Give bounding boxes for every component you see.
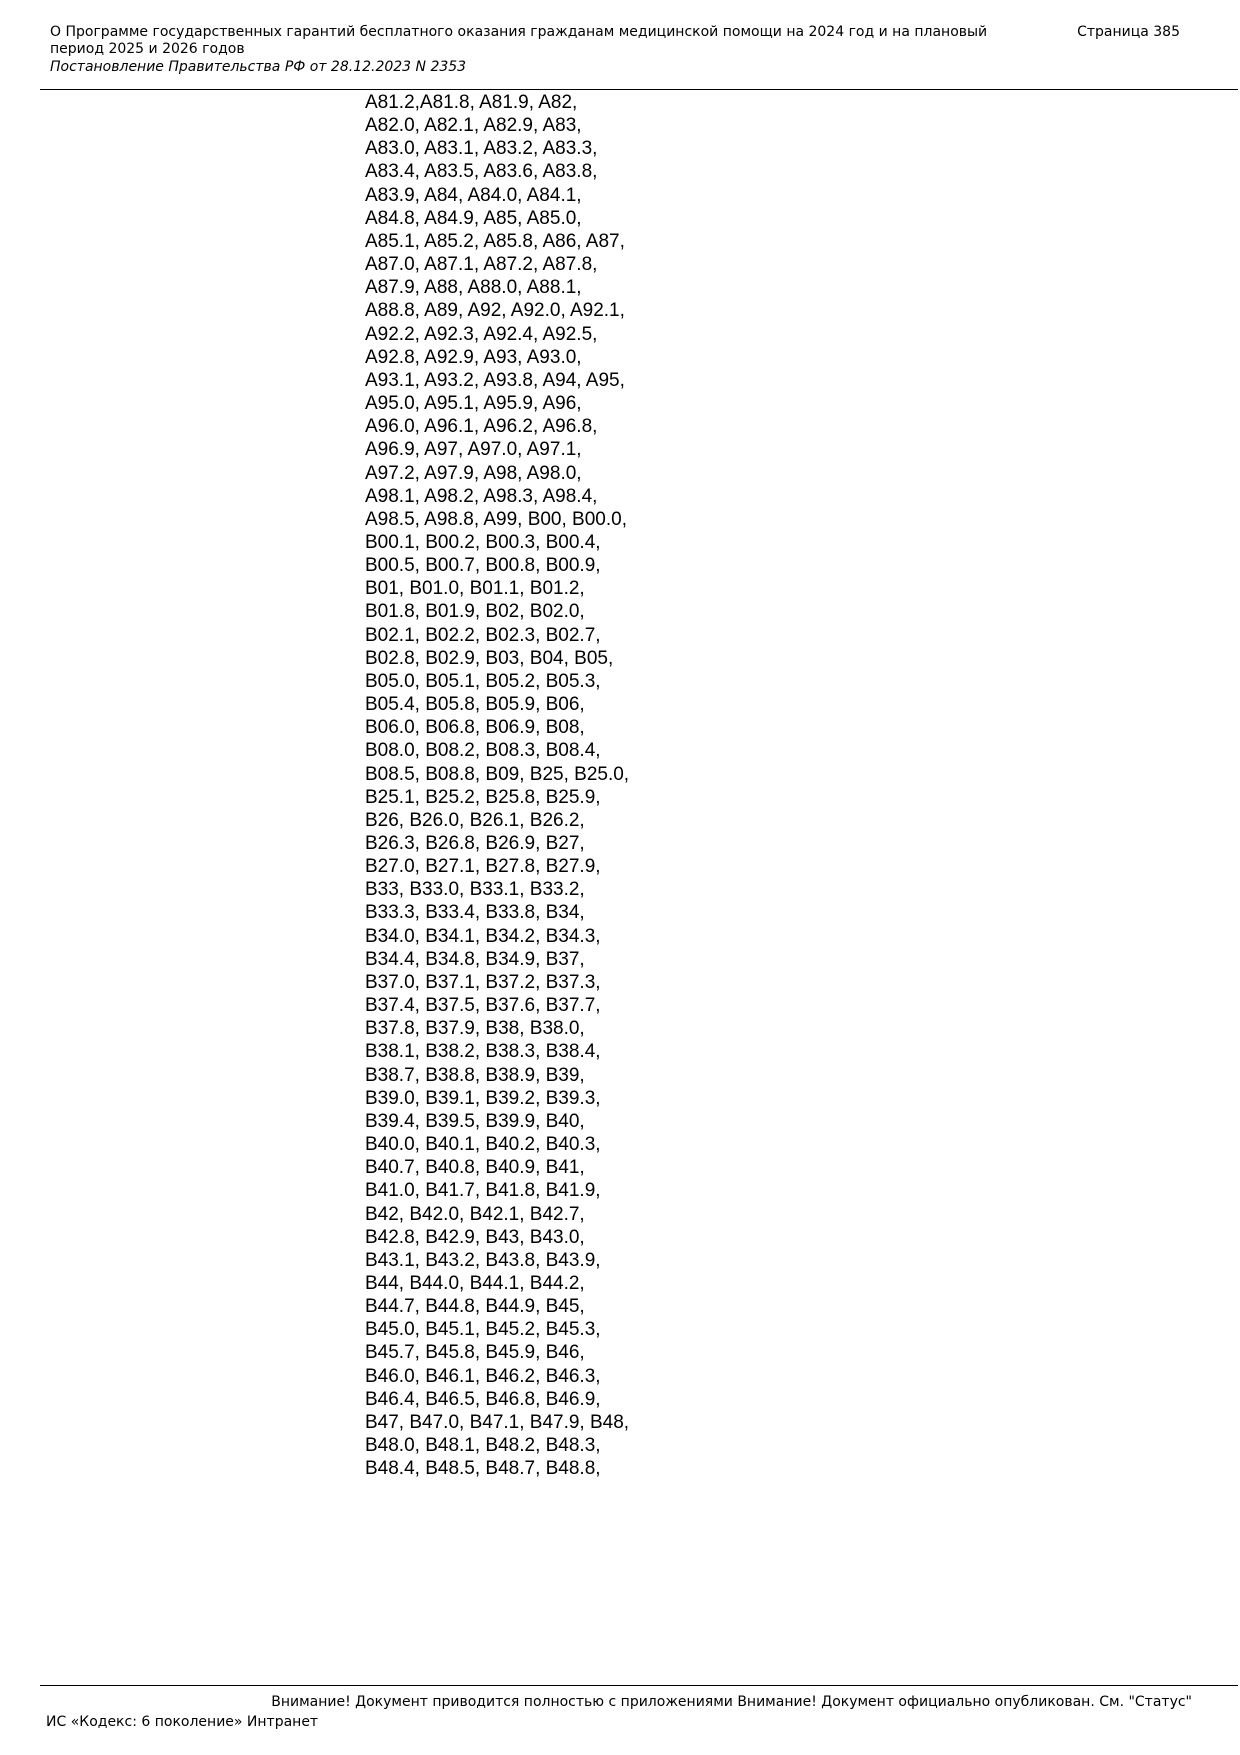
code-line: A84.8, A84.9, A85, A85.0,: [365, 207, 582, 229]
code-line: A81.2,A81.8, A81.9, A82,: [365, 92, 578, 113]
code-line: B39.0, B39.1, B39.2, B39.3,: [365, 1087, 601, 1109]
code-line: A88.8, A89, A92, A92.0, A92.1,: [365, 300, 625, 322]
footer-notice: Внимание! Документ приводится полностью с приложениями Внимание! Документ официально опубликован. См. "Статус": [271, 1694, 1192, 1710]
code-line: B42.8, B42.9, B43, B43.0,: [365, 1226, 585, 1248]
code-line: A98.5, A98.8, A99, B00, B00.0,: [365, 508, 627, 530]
code-line: A96.0, A96.1, A96.2, A96.8,: [365, 416, 598, 438]
code-line: B41.0, B41.7, B41.8, B41.9,: [365, 1180, 601, 1202]
code-line: B37.0, B37.1, B37.2, B37.3,: [365, 971, 601, 993]
footer-system-name: ИС «Кодекс: 6 поколение» Интранет: [46, 1714, 319, 1730]
page-number: Страница 385: [1077, 24, 1180, 40]
diagnosis-code-list: [365, 91, 629, 1480]
code-line: B26.3, B26.8, B26.9, B27,: [365, 833, 585, 854]
code-line: B33.3, B33.4, B33.8, B34,: [365, 902, 585, 924]
header-divider: [40, 89, 1238, 90]
code-line: A83.4, A83.5, A83.6, A83.8,: [365, 161, 598, 183]
code-line: A95.0, A95.1, A95.9, A96,: [365, 393, 582, 415]
code-line: B47, B47.0, B47.1, B47.9, B48,: [365, 1411, 630, 1433]
code-line: B05.4, B05.8, B05.9, B06,: [365, 694, 585, 716]
code-line: B08.0, B08.2, B08.3, B08.4,: [365, 740, 601, 762]
code-line: B39.4, B39.5, B39.9, B40,: [365, 1110, 585, 1132]
code-line: B44, B44.0, B44.1, B44.2,: [365, 1272, 585, 1294]
code-line: A93.1, A93.2, A93.8, A94, A95,: [365, 369, 625, 391]
document-subtitle: Постановление Правительства РФ от 28.12.2023 N 2353: [50, 59, 467, 75]
code-line: B43.1, B43.2, B43.8, B43.9,: [365, 1249, 601, 1271]
code-line: B38.7, B38.8, B38.9, B39,: [365, 1064, 585, 1086]
code-line: B45.0, B45.1, B45.2, B45.3,: [365, 1319, 601, 1341]
document-title: О Программе государственных гарантий бесплатного оказания гражданам медицинской помощи на 2024 год и на плановый период 2025 и 2026 годов: [50, 24, 988, 57]
code-line: B01, B01.0, B01.1, B01.2,: [365, 578, 585, 600]
code-line: B34.0, B34.1, B34.2, B34.3,: [365, 925, 601, 947]
code-line: B45.7, B45.8, B45.9, B46,: [365, 1342, 585, 1364]
code-line: B06.0, B06.8, B06.9, B08,: [365, 717, 585, 739]
code-line: B44.7, B44.8, B44.9, B45,: [365, 1296, 585, 1318]
code-line: B48.4, B48.5, B48.7, B48.8,: [365, 1458, 601, 1480]
code-line: B01.8, B01.9, B02, B02.0,: [365, 601, 585, 623]
code-line: A83.0, A83.1, A83.2, A83.3,: [365, 138, 598, 160]
code-line: A92.8, A92.9, A93, A93.0,: [365, 346, 582, 368]
code-line: B46.0, B46.1, B46.2, B46.3,: [365, 1365, 601, 1387]
code-line: B33, B33.0, B33.1, B33.2,: [365, 879, 585, 901]
code-line: A83.9, A84, A84.0, A84.1,: [365, 184, 582, 206]
code-line: A87.0, A87.1, A87.2, A87.8,: [365, 254, 598, 276]
code-line: B46.4, B46.5, B46.8, B46.9,: [365, 1388, 601, 1410]
code-line: B25.1, B25.2, B25.8, B25.9,: [365, 786, 601, 808]
code-line: B26, B26.0, B26.1, B26.2,: [365, 809, 585, 831]
code-line: A97.2, A97.9, A98, A98.0,: [365, 462, 582, 484]
code-line: B00.5, B00.7, B00.8, B00.9,: [365, 555, 601, 577]
code-line: B27.0, B27.1, B27.8, B27.9,: [365, 856, 601, 878]
code-line: A82.0, A82.1, A82.9, A83,: [365, 115, 582, 137]
page-header: [50, 24, 1180, 90]
code-line: A96.9, A97, A97.0, A97.1,: [365, 439, 582, 461]
code-line: B08.5, B08.8, B09, B25, B25.0,: [365, 763, 630, 785]
code-line: A98.1, A98.2, A98.3, A98.4,: [365, 485, 598, 507]
code-line: B34.4, B34.8, B34.9, B37,: [365, 948, 585, 970]
code-line: A85.1, A85.2, A85.8, A86, A87,: [365, 230, 625, 252]
code-line: B02.8, B02.9, B03, B04, B05,: [365, 647, 614, 669]
code-line: A92.2, A92.3, A92.4, A92.5,: [365, 323, 598, 345]
code-line: A87.9, A88, A88.0, A88.1,: [365, 277, 582, 299]
code-line: B37.4, B37.5, B37.6, B37.7,: [365, 995, 601, 1017]
code-line: B42, B42.0, B42.1, B42.7,: [365, 1203, 585, 1225]
code-line: B05.0, B05.1, B05.2, B05.3,: [365, 670, 601, 692]
code-line: B40.0, B40.1, B40.2, B40.3,: [365, 1134, 601, 1156]
footer-divider: [40, 1685, 1238, 1686]
code-line: B40.7, B40.8, B40.9, B41,: [365, 1157, 585, 1179]
code-line: B48.0, B48.1, B48.2, B48.3,: [365, 1435, 601, 1457]
code-line: B02.1, B02.2, B02.3, B02.7,: [365, 624, 601, 646]
code-line: B37.8, B37.9, B38, B38.0,: [365, 1018, 585, 1040]
code-line: B00.1, B00.2, B00.3, B00.4,: [365, 531, 601, 553]
code-line: B38.1, B38.2, B38.3, B38.4,: [365, 1041, 601, 1063]
